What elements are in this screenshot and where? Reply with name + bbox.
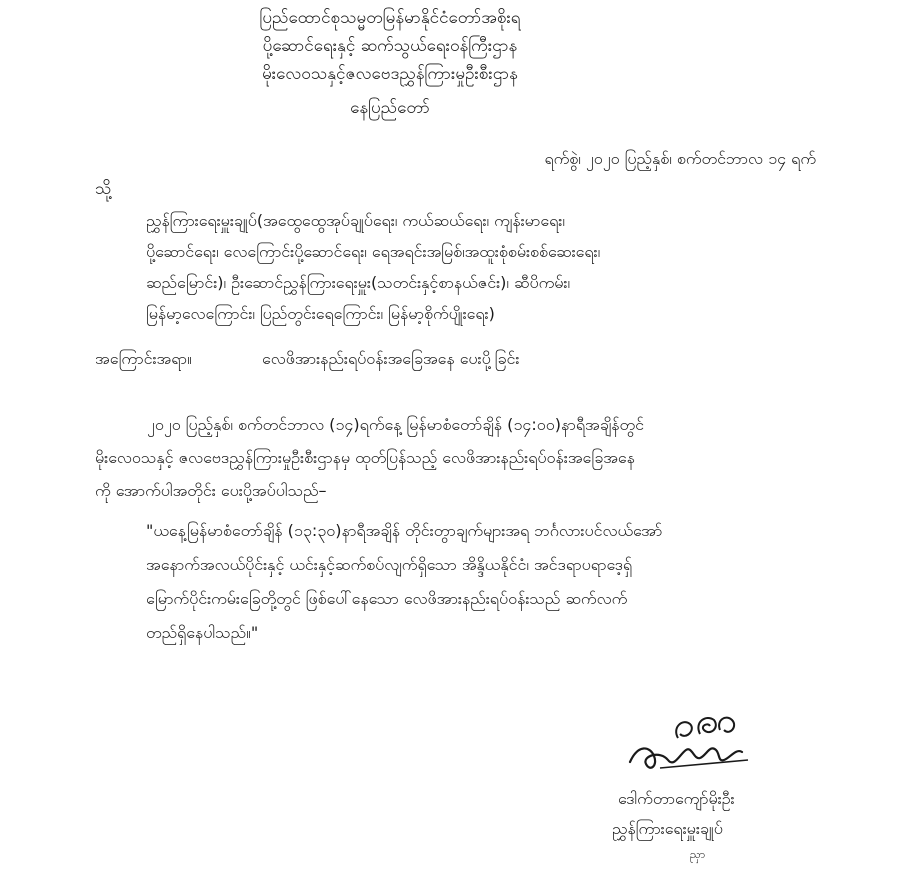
quote-line: မြောက်ပိုင်းကမ်းခြေတို့တွင် ဖြစ်ပေါ်နေသော လေဖိအားနည်းရပ်ဝန်းသည် ဆက်လက် bbox=[146, 589, 628, 608]
subject-label: အကြောင်းအရာ။ bbox=[95, 349, 192, 368]
recipient-line: ညွှန်ကြားရေးမှူးချုပ်(အထွေထွေအုပ်ချုပ်ရေး၊ ကယ်ဆယ်ရေး၊ ကျန်းမာရေး၊ bbox=[146, 211, 565, 230]
to-label: သို့ bbox=[95, 179, 112, 199]
letter-date: ရက်စွဲ၊ ၂၀၂၀ ပြည့်နှစ်၊ စက်တင်ဘာလ ၁၄ ရက် bbox=[544, 149, 816, 168]
header-department: မိုးလေဝသနှင့်ဇလဗေဒညွှန်ကြားမှုဦးစီးဌာန bbox=[262, 64, 518, 84]
recipients-block bbox=[146, 205, 836, 329]
header-ministry: ပို့ဆောင်ရေးနှင့် ဆက်သွယ်ရေးဝန်ကြီးဌာန bbox=[262, 36, 518, 56]
quote-line: တည်ရှိနေပါသည်။" bbox=[146, 623, 259, 642]
header-city: နေပြည်တော် bbox=[350, 98, 430, 118]
body-line: ကို အောက်ပါအတိုင်း ပေးပို့အပ်ပါသည်– bbox=[95, 481, 327, 500]
quote-line: အနောက်အလယ်ပိုင်းနှင့် ယင်းနှင့်ဆက်စပ်လျက်ရှိသော အိန္ဒိယနိုင်ငံ၊ အင်ဒရာပရာဒေ့ရှ် bbox=[146, 555, 633, 574]
quote-paragraph bbox=[146, 514, 836, 650]
body-paragraph bbox=[95, 408, 835, 507]
body-line: ၂၀၂၀ ပြည့်နှစ်၊ စက်တင်ဘာလ (၁၄)ရက်နေ့ မြန်မာစံတော်ချိန် (၁၄:၀၀)နာရီအချိန်တွင် bbox=[147, 415, 644, 434]
recipient-line: မြန်မာ့လေကြောင်း၊ ပြည်တွင်းရေကြောင်း၊ မြန်မာ့စိုက်ပျိုးရေး) bbox=[146, 304, 495, 323]
handwritten-signature bbox=[620, 710, 760, 782]
header-government: ပြည်ထောင်စုသမ္မတမြန်မာနိုင်ငံတော်အစိုးရ bbox=[259, 8, 521, 28]
signature-initial-mark: ညှာ bbox=[690, 848, 706, 861]
signatory-title: ညွှန်ကြားရေးမှူးချုပ် bbox=[612, 819, 723, 838]
signatory-name: ဒေါက်တာကျော်မိုးဦး bbox=[618, 789, 735, 808]
recipient-line: ဆည်မြောင်း)၊ ဦးဆောင်ညွှန်ကြားရေးမှူး(သတင်းနှင့်စာနယ်ဇင်း)၊ ဆီပိကမ်း၊ bbox=[146, 273, 570, 292]
body-line: မိုးလေဝသနှင့် ဇလဗေဒညွှန်ကြားမှုဦးစီးဌာနမှ ထုတ်ပြန်သည့် လေဖိအားနည်းရပ်ဝန်းအခြေအနေ bbox=[95, 448, 635, 467]
recipient-line: ပို့ဆောင်ရေး၊ လေကြောင်းပို့ဆောင်ရေး၊ ရေအရင်းအမြစ်၊အထူးစုံစမ်းစစ်ဆေးရေး၊ bbox=[146, 242, 601, 261]
quote-line: "ယနေ့မြန်မာစံတော်ချိန် (၁၃:၃၀)နာရီအချိန် တိုင်းတွာချက်များအရ ဘင်္ဂလားပင်လယ်အော် bbox=[146, 521, 663, 540]
subject-text: လေဖိအားနည်းရပ်ဝန်းအခြေအနေ ပေးပို့ခြင်း bbox=[262, 349, 520, 368]
